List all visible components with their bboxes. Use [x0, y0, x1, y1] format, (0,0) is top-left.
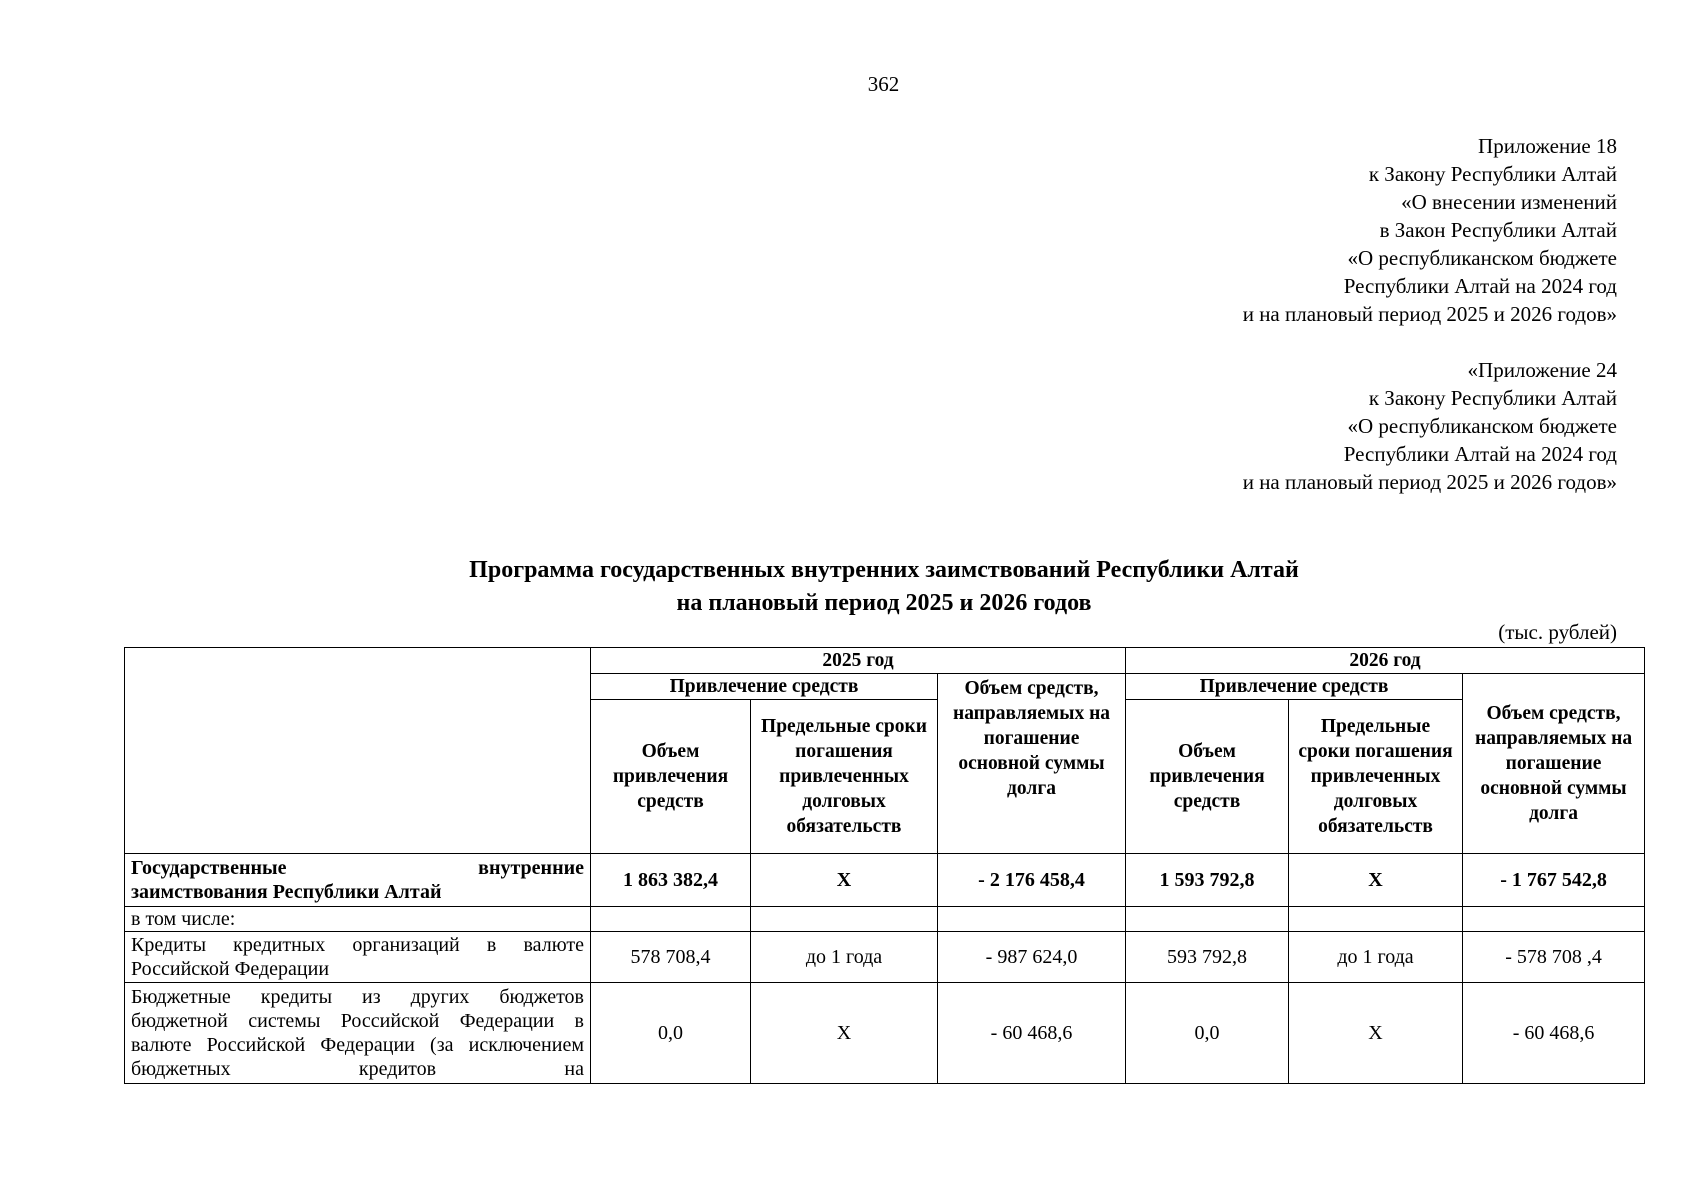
- appendix-18-line: и на плановый период 2025 и 2026 годов»: [1242, 302, 1617, 326]
- cell-repayment-2026: - 578 708 ,4: [1463, 932, 1645, 983]
- empty-cell: [1289, 907, 1463, 932]
- empty-cell: [591, 907, 751, 932]
- cell-repayment-2026: - 60 468,6: [1463, 983, 1645, 1084]
- cell-volume-2026: 1 593 792,8: [1126, 854, 1289, 907]
- row-label-part: внутренние: [478, 857, 584, 879]
- document-title-line1: Программа государственных внутренних заимствований Республики Алтай: [469, 557, 1299, 583]
- row-label-part: заимствования Республики Алтай: [131, 881, 442, 903]
- header-attraction-2025: Привлечение средств: [591, 674, 938, 700]
- cell-repayment-2025: - 987 624,0: [938, 932, 1126, 983]
- row-label: в том числе:: [125, 907, 591, 932]
- cell-repayment-2025: - 2 176 458,4: [938, 854, 1126, 907]
- table-row-bank-credits: [125, 932, 1645, 983]
- cell-terms-2026: до 1 года: [1289, 932, 1463, 983]
- borrowing-program-table: [124, 647, 1645, 1084]
- row-label: Бюджетные кредиты из других бюджетов бюджетной системы Российской Федерации в валюте Российской Федерации (за исключением бюджетных кредитов на: [125, 983, 591, 1084]
- row-label-part: Государственные: [131, 857, 287, 879]
- table-row-including: [125, 907, 1645, 932]
- appendix-18-line: «О республиканском бюджете: [1347, 246, 1617, 270]
- appendix-24-header: [1243, 356, 1617, 496]
- appendix-24-line: Республики Алтай на 2024 год: [1343, 442, 1617, 466]
- cell-repayment-2026: - 1 767 542,8: [1463, 854, 1645, 907]
- header-repayment-2026: Объем средств, направляемых на погашение основной суммы долга: [1463, 674, 1645, 854]
- cell-terms-2025: до 1 года: [751, 932, 938, 983]
- appendix-24-line: «О республиканском бюджете: [1347, 414, 1617, 438]
- cell-volume-2026: 0,0: [1126, 983, 1289, 1084]
- header-terms-2025: Предельные сроки погашения привлеченных долговых обязательств: [751, 700, 938, 854]
- empty-cell: [1126, 907, 1289, 932]
- empty-cell: [1463, 907, 1645, 932]
- document-title-line2: на плановый период 2025 и 2026 годов: [676, 590, 1092, 616]
- cell-volume-2025: 578 708,4: [591, 932, 751, 983]
- document-title: [124, 554, 1644, 620]
- page-number: 362: [867, 72, 900, 96]
- header-year-2026: 2026 год: [1126, 648, 1645, 674]
- cell-terms-2025: X: [751, 854, 938, 907]
- appendix-18-line: «О внесении изменений: [1401, 190, 1617, 214]
- table-row-total: [125, 854, 1645, 907]
- appendix-24-line: «Приложение 24: [1467, 358, 1617, 382]
- cell-terms-2026: X: [1289, 854, 1463, 907]
- cell-volume-2025: 0,0: [591, 983, 751, 1084]
- cell-volume-2026: 593 792,8: [1126, 932, 1289, 983]
- cell-volume-2025: 1 863 382,4: [591, 854, 751, 907]
- appendix-18-header: [1243, 132, 1617, 328]
- units-label: (тыс. рублей): [1498, 620, 1617, 644]
- cell-terms-2026: X: [1289, 983, 1463, 1084]
- cell-repayment-2025: - 60 468,6: [938, 983, 1126, 1084]
- header-repayment-2025: Объем средств, направляемых на погашение основной суммы долга: [938, 674, 1126, 854]
- empty-cell: [938, 907, 1126, 932]
- header-year-2025: 2025 год: [591, 648, 1126, 674]
- header-volume-2026: Объем привлечения средств: [1126, 700, 1289, 854]
- appendix-18-line: к Закону Республики Алтай: [1368, 162, 1617, 186]
- cell-terms-2025: X: [751, 983, 938, 1084]
- row-label: Кредиты кредитных организаций в валюте Российской Федерации: [125, 932, 591, 983]
- header-terms-2026: Предельные сроки погашения привлеченных долговых обязательств: [1289, 700, 1463, 854]
- header-attraction-2026: Привлечение средств: [1126, 674, 1463, 700]
- appendix-24-line: к Закону Республики Алтай: [1368, 386, 1617, 410]
- appendix-18-line: в Закон Республики Алтай: [1379, 218, 1617, 242]
- row-label: [125, 854, 591, 907]
- empty-cell: [751, 907, 938, 932]
- appendix-24-line: и на плановый период 2025 и 2026 годов»: [1242, 470, 1617, 494]
- appendix-18-line: Республики Алтай на 2024 год: [1343, 274, 1617, 298]
- header-volume-2025: Объем привлечения средств: [591, 700, 751, 854]
- appendix-18-line: Приложение 18: [1478, 134, 1617, 158]
- table-row-budget-credits: [125, 983, 1645, 1084]
- header-blank-cell: [125, 648, 591, 854]
